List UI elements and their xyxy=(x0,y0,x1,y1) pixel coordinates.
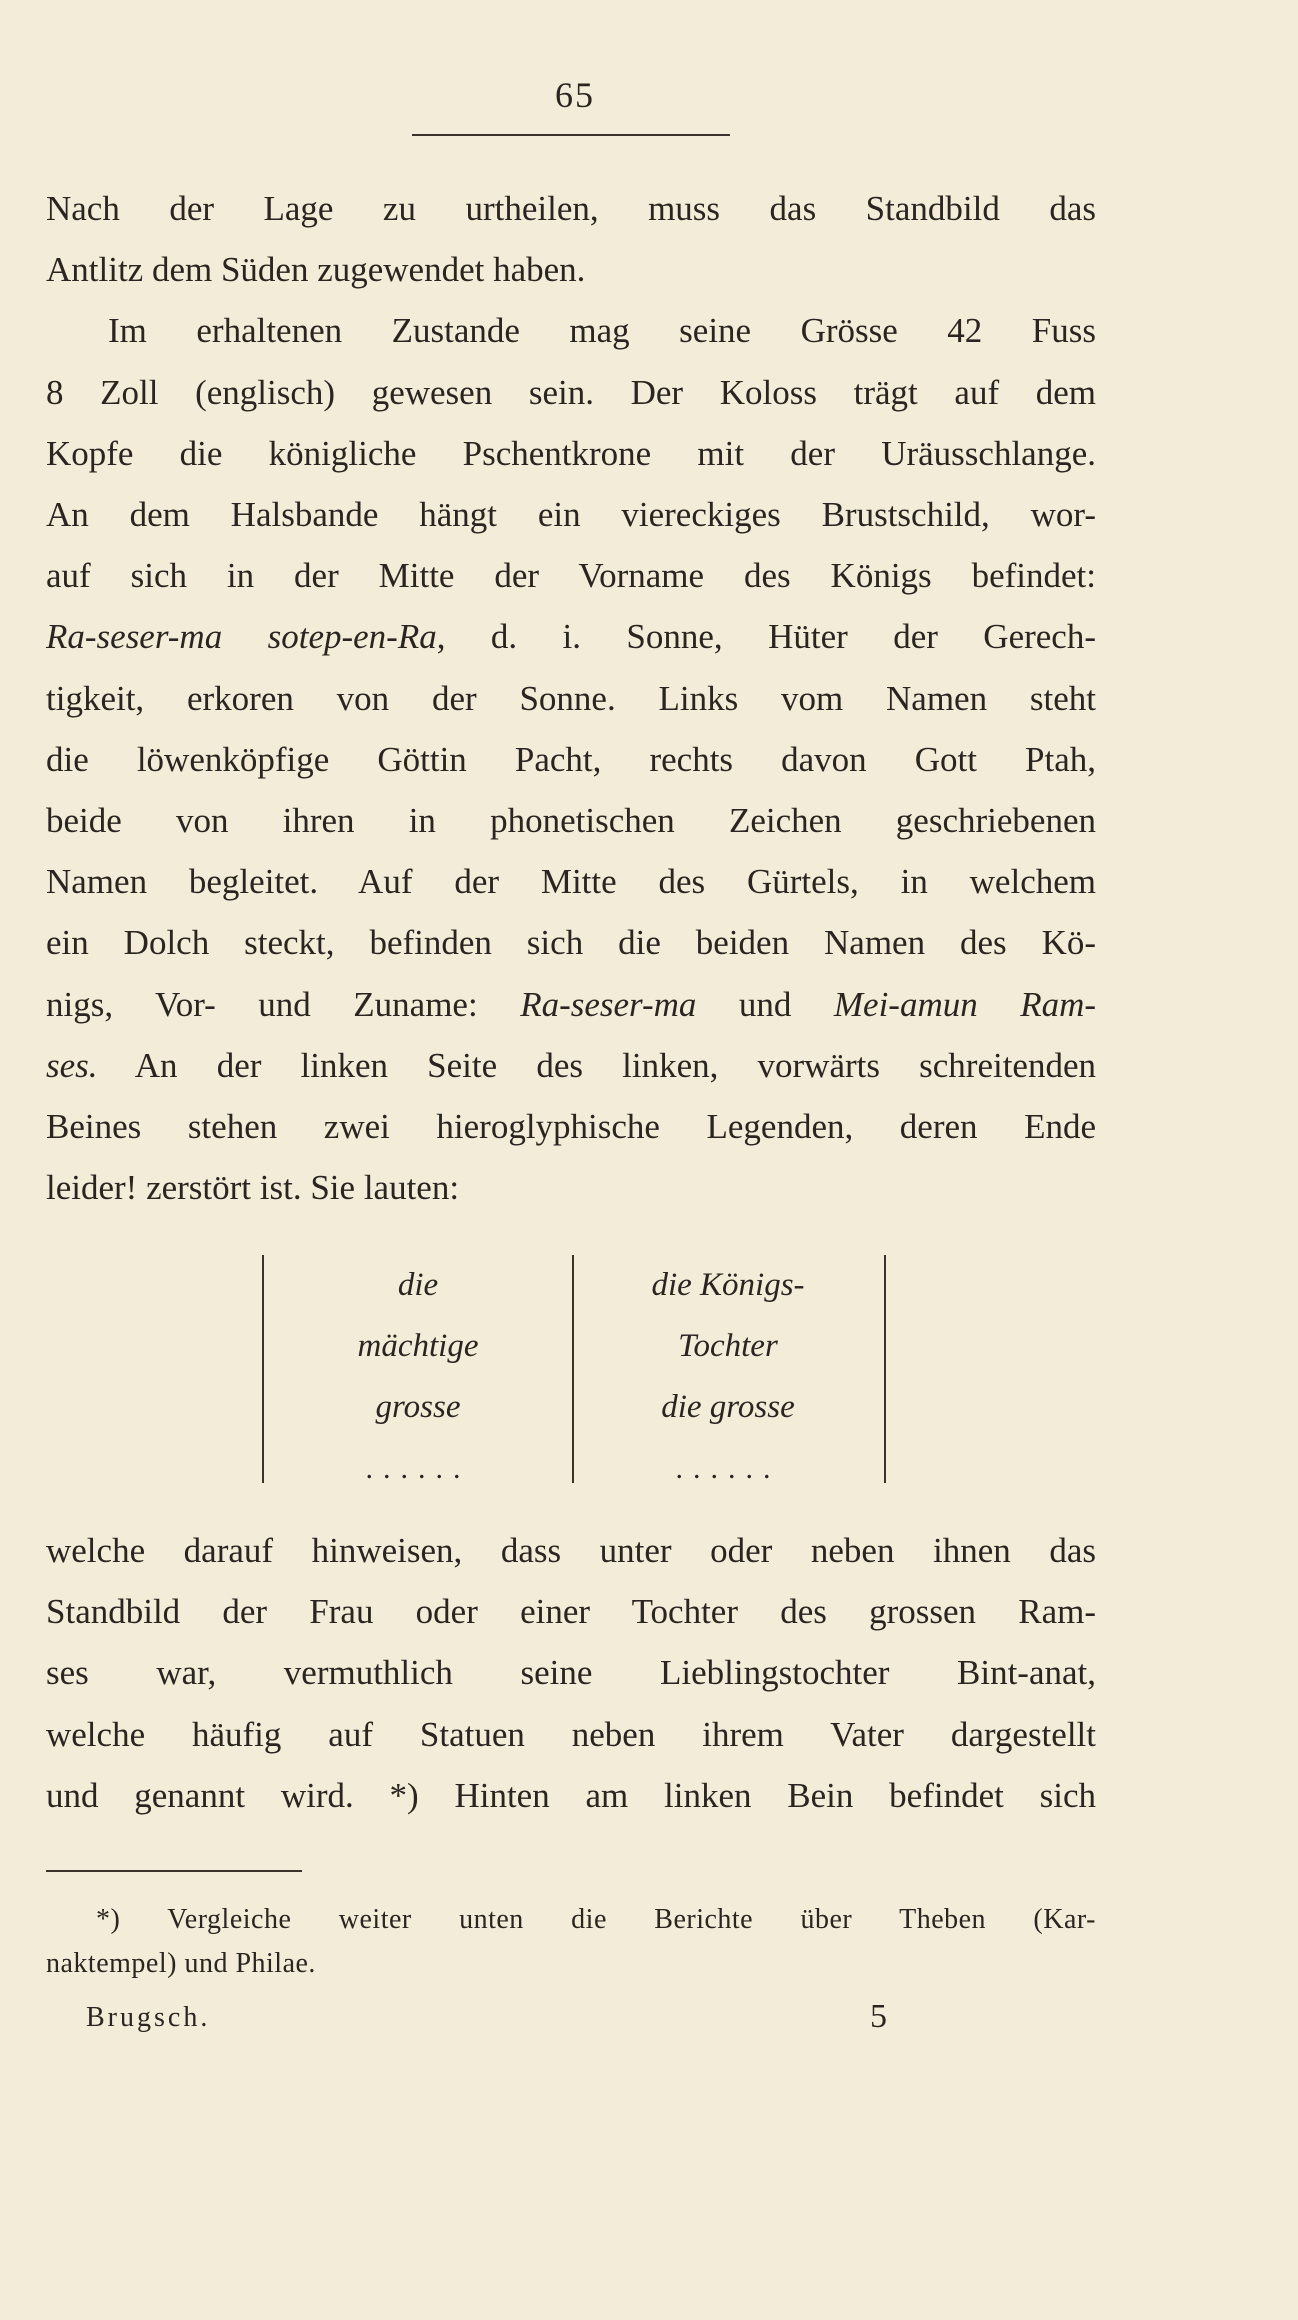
text-line: auf sich in der Mitte der Vorname des Königs befindet: xyxy=(46,556,1096,596)
legend-cell: die xyxy=(397,1267,439,1303)
royal-name-italic: Mei-amun Ram- xyxy=(833,984,1097,1024)
legend-cell: mächtige xyxy=(357,1328,479,1364)
sheet-number: 5 xyxy=(870,1998,887,2035)
legend-cell: Tochter xyxy=(678,1328,778,1364)
text-line-with-italic xyxy=(46,606,1096,667)
legend-column-left xyxy=(264,1255,572,1483)
text-line: Kopfe die königliche Pschentkrone mit der Uräusschlange. xyxy=(46,433,1096,473)
footnote xyxy=(46,1898,1096,1986)
text-line: beide von ihren in phonetischen Zeichen geschriebenen xyxy=(46,801,1096,841)
text-line: Nach der Lage zu urtheilen, muss das Standbild das xyxy=(46,189,1096,228)
text-line: und genannt wird. *) Hinten am linken Bein befindet sich xyxy=(46,1775,1096,1815)
royal-name-italic: Ra-seser-ma xyxy=(520,984,697,1024)
royal-name-italic: Ra-seser-ma sotep-en-Ra xyxy=(46,617,437,657)
text-segment: und xyxy=(696,984,834,1024)
legend-ellipsis: ...... xyxy=(365,1452,471,1485)
legend-cell: die Königs- xyxy=(651,1267,805,1303)
page-number: 65 xyxy=(555,75,595,115)
legend-ellipsis: ...... xyxy=(675,1452,781,1485)
footnote-rule xyxy=(46,1870,302,1872)
legend-cell: die grosse xyxy=(661,1389,795,1425)
text-segment: An der linken Seite des linken, vorwärts schreitenden xyxy=(97,1045,1096,1085)
author-signature: Brugsch. xyxy=(86,2002,211,2033)
text-line: ein Dolch steckt, befinden sich die beiden Namen des Kö- xyxy=(46,923,1096,963)
text-line: Antlitz dem Süden zugewendet haben. xyxy=(46,250,586,290)
text-line: leider! zerstört ist. Sie lauten: xyxy=(46,1168,460,1208)
text-line: die löwenköpfige Göttin Pacht, rechts davon Gott Ptah, xyxy=(46,739,1096,779)
text-line: An dem Halsbande hängt ein viereckiges Brustschild, wor- xyxy=(46,495,1096,535)
text-line: tigkeit, erkoren von der Sonne. Links vom Namen steht xyxy=(46,678,1096,718)
text-line: Namen begleitet. Auf der Mitte des Gürtels, in welchem xyxy=(46,862,1096,902)
text-line: Im erhaltenen Zustande mag seine Grösse 42 Fuss xyxy=(108,311,1096,351)
text-segment: nigs, Vor- und Zuname: xyxy=(46,984,521,1024)
hieroglyphic-legend-table xyxy=(262,1255,886,1483)
text-line: Beines stehen zwei hieroglyphische Legenden, deren Ende xyxy=(46,1107,1096,1147)
legend-column-right xyxy=(574,1255,882,1483)
header-rule xyxy=(412,134,730,136)
text-line: Standbild der Frau oder einer Tochter des grossen Ram- xyxy=(46,1592,1096,1632)
legend-cell: grosse xyxy=(375,1389,461,1425)
text-line: welche häufig auf Statuen neben ihrem Vater dargestellt xyxy=(46,1714,1096,1754)
main-text-block-2 xyxy=(46,1520,1096,1826)
footnote-line: *) Vergleiche weiter unten die Berichte über Theben (Kar- xyxy=(96,1904,1096,1935)
footnote-line: naktempel) und Philae. xyxy=(46,1948,316,1979)
text-line: 8 Zoll (englisch) gewesen sein. Der Koloss trägt auf dem xyxy=(46,372,1096,412)
text-line-with-italic xyxy=(46,1035,1096,1096)
text-line: ses war, vermuthlich seine Lieblingstochter Bint-anat, xyxy=(46,1653,1096,1693)
text-line: welche darauf hinweisen, dass unter oder neben ihnen das xyxy=(46,1531,1096,1570)
main-text-block-1 xyxy=(46,178,1096,1218)
text-segment: , d. i. Sonne, Hüter der Gerech- xyxy=(436,617,1096,657)
royal-name-italic: ses. xyxy=(46,1045,98,1085)
text-line-with-italic xyxy=(46,974,1096,1035)
